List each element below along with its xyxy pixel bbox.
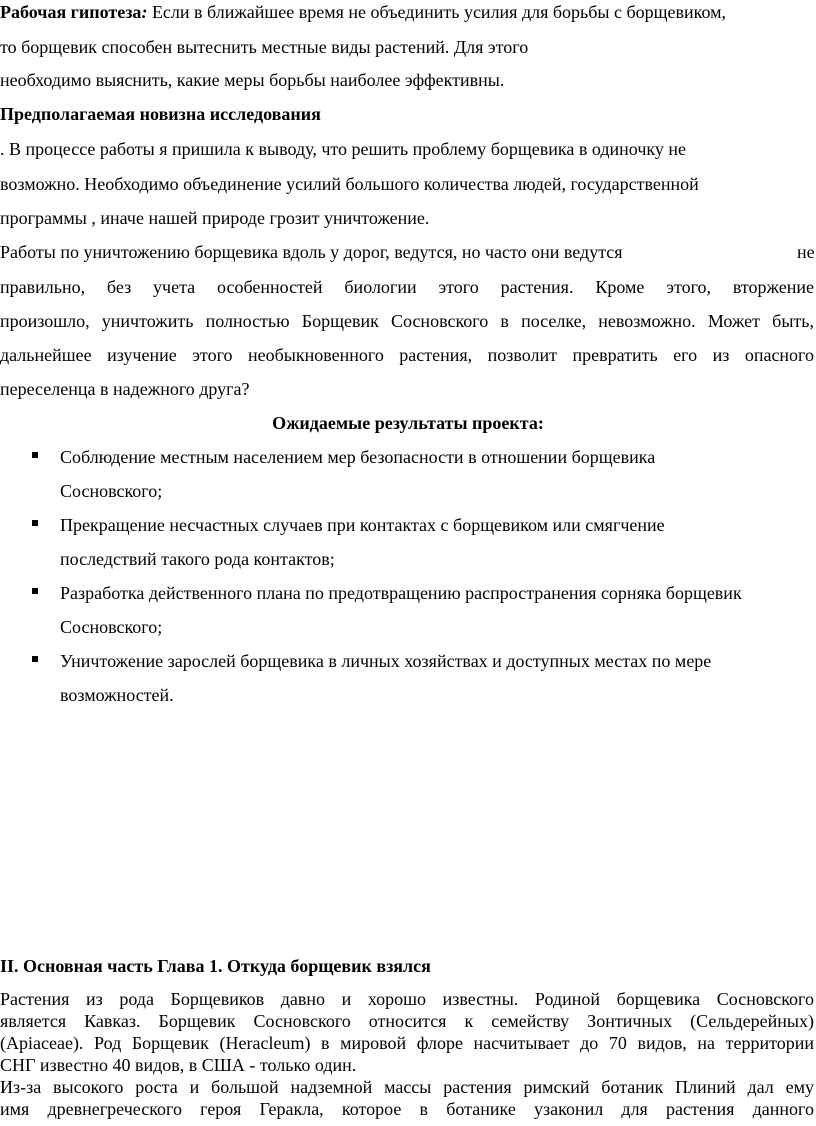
bullet-square-icon: [32, 452, 38, 458]
work-line-3: произошло, уничтожить полностью Борщевик Сосновского в поселке, невозможно. Может быть,: [0, 311, 814, 331]
hypothesis-line-3: необходимо выяснить, какие меры борьбы наиболее эффективны.: [0, 70, 505, 90]
hypothesis-line-1: [0, 1, 726, 23]
results-item-4-line-2: возможностей.: [60, 685, 174, 705]
work-line-5: переселенца в надежного друга?: [0, 379, 250, 399]
chapter-line-6: имя древнегреческого героя Геракла, которое в ботанике узаконил для растения данного: [0, 1099, 814, 1119]
chapter-body: [0, 988, 814, 1120]
work-line-1-right: не: [797, 242, 815, 262]
bullet-square-icon: [32, 520, 38, 526]
work-line-4: дальнейшее изучение этого необыкновенного растения, позволит превратить его из опасного: [0, 345, 814, 365]
chapter-heading: II. Основная часть Глава 1. Откуда борщевик взялся: [0, 956, 431, 976]
chapter-line-4: СНГ известно 40 видов, в США - только один.: [0, 1055, 357, 1075]
results-heading: Ожидаемые результаты проекта:: [272, 413, 544, 433]
chapter-line-5: Из-за высокого роста и большой надземной массы растения римский ботаник Плиний дал ему: [0, 1077, 814, 1097]
work-line-1-left: Работы по уничтожению борщевика вдоль у дорог, ведутся, но часто они ведутся: [0, 242, 623, 262]
work-line-2: правильно, без учета особенностей биологии этого растения. Кроме этого, вторжение: [0, 277, 814, 297]
chapter-line-2: является Кавказ. Борщевик Сосновского относится к семейству Зонтичных (Сельдерейных): [0, 1011, 814, 1031]
hypothesis-line-2: то борщевик способен вытеснить местные виды растений. Для этого: [0, 37, 529, 57]
results-item-1-line-2: Сосновского;: [60, 481, 163, 501]
chapter-line-1: Растения из рода Борщевиков давно и хорошо известны. Родиной борщевика Сосновского: [0, 989, 814, 1009]
bullet-square-icon: [32, 588, 38, 594]
results-item-2-line-1: Прекращение несчастных случаев при контактах с борщевиком или смягчение: [60, 515, 665, 535]
hypothesis-text-1: Если в ближайшее время не объединить усилия для борьбы с борщевиком,: [147, 2, 727, 22]
bullet-square-icon: [32, 656, 38, 662]
hypothesis-colon: :: [141, 2, 148, 22]
novelty-line-1: . В процессе работы я пришила к выводу, что решить проблему борщевика в одиночку не: [0, 139, 686, 159]
chapter-line-3: (Apiaceae). Род Борщевик (Heracleum) в мировой флоре насчитывает до 70 видов, на территории: [0, 1033, 814, 1053]
results-item-2-line-2: последствий такого рода контактов;: [60, 549, 335, 569]
hypothesis-label: Рабочая гипотеза: [0, 2, 142, 22]
results-item-3-line-1: Разработка действенного плана по предотвращению распространения сорняка борщевик: [60, 583, 742, 603]
results-item-3-line-2: Сосновского;: [60, 617, 163, 637]
novelty-line-3: программы , иначе нашей природе грозит уничтожение.: [0, 208, 430, 228]
results-item-4-line-1: Уничтожение зарослей борщевика в личных хозяйствах и доступных местах по мере: [60, 651, 712, 671]
results-item-1-line-1: Соблюдение местным населением мер безопасности в отношении борщевика: [60, 447, 656, 467]
novelty-line-2: возможно. Необходимо объединение усилий большого количества людей, государственной: [0, 174, 699, 194]
novelty-heading: Предполагаемая новизна исследования: [0, 104, 321, 124]
